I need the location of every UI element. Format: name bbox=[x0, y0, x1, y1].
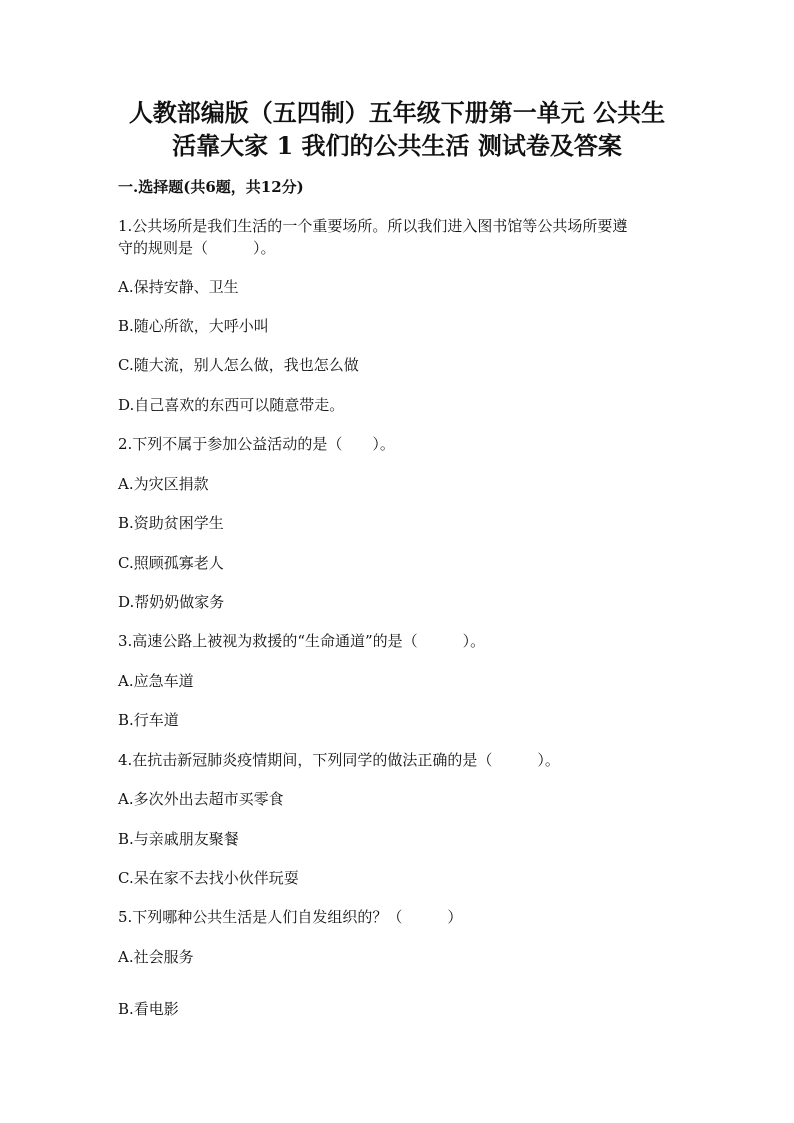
question-2-stem: 2.下列不属于参加公益活动的是（ ）。 bbox=[118, 435, 395, 453]
question-4-option-b: B.与亲戚朋友聚餐 bbox=[118, 830, 239, 848]
question-1-option-d: D.自己喜欢的东西可以随意带走。 bbox=[118, 396, 345, 414]
question-2-option-a: A.为灾区捐款 bbox=[118, 475, 209, 493]
question-3-stem: 3.高速公路上被视为救援的“生命通道”的是（ ）。 bbox=[118, 632, 486, 650]
question-4-option-c: C.呆在家不去找小伙伴玩耍 bbox=[118, 869, 299, 887]
question-1-stem-line-1: 1.公共场所是我们生活的一个重要场所。所以我们进入图书馆等公共场所要遵 bbox=[118, 217, 628, 235]
question-1-option-b: B.随心所欲，大呼小叫 bbox=[118, 317, 269, 335]
document-title-line-1: 人教部编版（五四制）五年级下册第一单元 公共生 bbox=[128, 98, 666, 127]
question-1-option-c: C.随大流，别人怎么做，我也怎么做 bbox=[118, 356, 359, 374]
question-4-option-a: A.多次外出去超市买零食 bbox=[118, 790, 284, 808]
question-4-stem: 4.在抗击新冠肺炎疫情期间，下列同学的做法正确的是（ ）。 bbox=[118, 751, 560, 769]
question-1-stem-line-2: 守的规则是（ ）。 bbox=[118, 239, 276, 257]
question-2-option-d: D.帮奶奶做家务 bbox=[118, 593, 225, 611]
question-5-option-b: B.看电影 bbox=[118, 1000, 179, 1018]
question-2-option-b: B.资助贫困学生 bbox=[118, 514, 224, 532]
document-title-line-2: 活靠大家 1 我们的公共生活 测试卷及答案 bbox=[172, 131, 622, 160]
question-3-option-a: A.应急车道 bbox=[118, 672, 194, 690]
question-1-option-a: A.保持安静、卫生 bbox=[118, 278, 239, 296]
question-2-option-c: C.照顾孤寡老人 bbox=[118, 554, 224, 572]
section-heading: 一.选择题(共6题，共12分) bbox=[118, 178, 304, 196]
question-5-option-a: A.社会服务 bbox=[118, 948, 194, 966]
question-3-option-b: B.行车道 bbox=[118, 711, 179, 729]
question-5-stem: 5.下列哪种公共生活是人们自发组织的？（ ） bbox=[118, 908, 463, 926]
